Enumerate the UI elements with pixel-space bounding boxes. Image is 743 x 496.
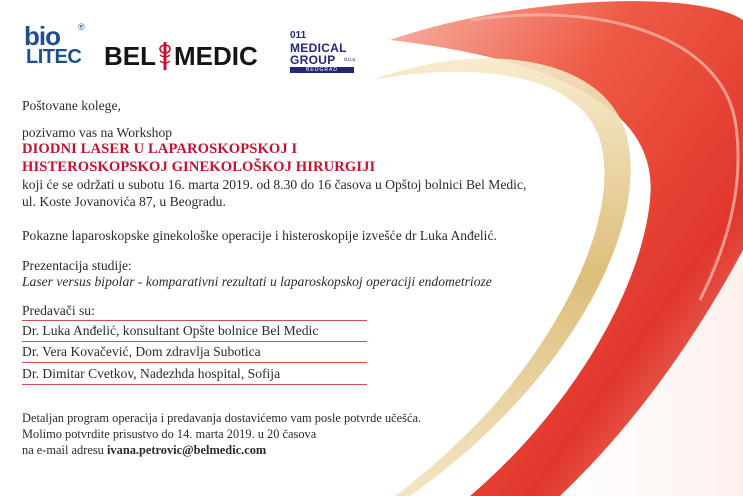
biolitec-logo <box>22 22 88 72</box>
medical-group-logo <box>288 30 358 74</box>
biolitec-logo-litec: LITEC <box>26 46 82 68</box>
lecturer-item: Dr. Luka Anđelić, konsultant Opšte bolnice Bel Medic <box>22 320 367 342</box>
footer-line1: Detaljan program operacija i predavanja dostavićemo vam posle potvrde učešća. <box>22 411 422 425</box>
workshop-title-line2: HISTEROSKOPSKOJ GINEKOLOŠKOJ HIRURGIJI <box>22 159 376 175</box>
email-link[interactable]: ivana.petrovic@belmedic.com <box>106 443 267 457</box>
workshop-title-line1: DIODNI LASER U LAPAROSKOPSKOJ I <box>22 141 298 157</box>
biolitec-logo-bio: bio <box>24 21 60 51</box>
medical-group-city: BEOGRAD <box>305 67 338 73</box>
lecturers-label: Predavači su: <box>22 303 95 318</box>
intro-text: pozivamo vas na Workshop <box>22 125 173 140</box>
footer-line3 <box>22 442 266 458</box>
study-label: Prezentacija studije: <box>22 258 132 273</box>
event-details-line2: ul. Koste Jovanovića 87, u Beogradu. <box>22 194 226 209</box>
medical-group-suffix: d.o.o. <box>344 57 357 63</box>
lecturer-item: Dr. Dimitar Cvetkov, Nadezhda hospital, Sofija <box>22 364 367 385</box>
belmedic-logo-medic: MEDIC <box>174 41 258 71</box>
medical-group-line2: GROUP <box>290 53 336 67</box>
medical-group-line1: MEDICAL <box>290 41 347 55</box>
demonstration-text: Pokazne laparoskopske ginekološke operacije i histeroskopije izvešće dr Luka Anđelić. <box>22 228 497 243</box>
event-details-line1: koji će se održati u subotu 16. marta 2019. od 8.30 do 16 časova u Opštoj bolnici Bel Medic, <box>22 177 527 192</box>
email-prefix: na e-mail adresu <box>22 443 107 457</box>
medical-group-number: 011 <box>290 30 307 41</box>
registered-mark: ® <box>78 22 85 32</box>
study-title: Laser versus bipolar - komparativni rezultati u laparoskopskoj operaciji endometrioze <box>22 274 492 289</box>
greeting: Poštovane kolege, <box>22 98 121 113</box>
belmedic-logo-bel: BEL <box>104 41 156 71</box>
caduceus-icon <box>157 42 173 70</box>
footer-line2: Molimo potvrdite prisustvo do 14. marta 2019. u 20 časova <box>22 427 317 441</box>
lecturer-item: Dr. Vera Kovačević, Dom zdravlja Subotica <box>22 342 367 363</box>
